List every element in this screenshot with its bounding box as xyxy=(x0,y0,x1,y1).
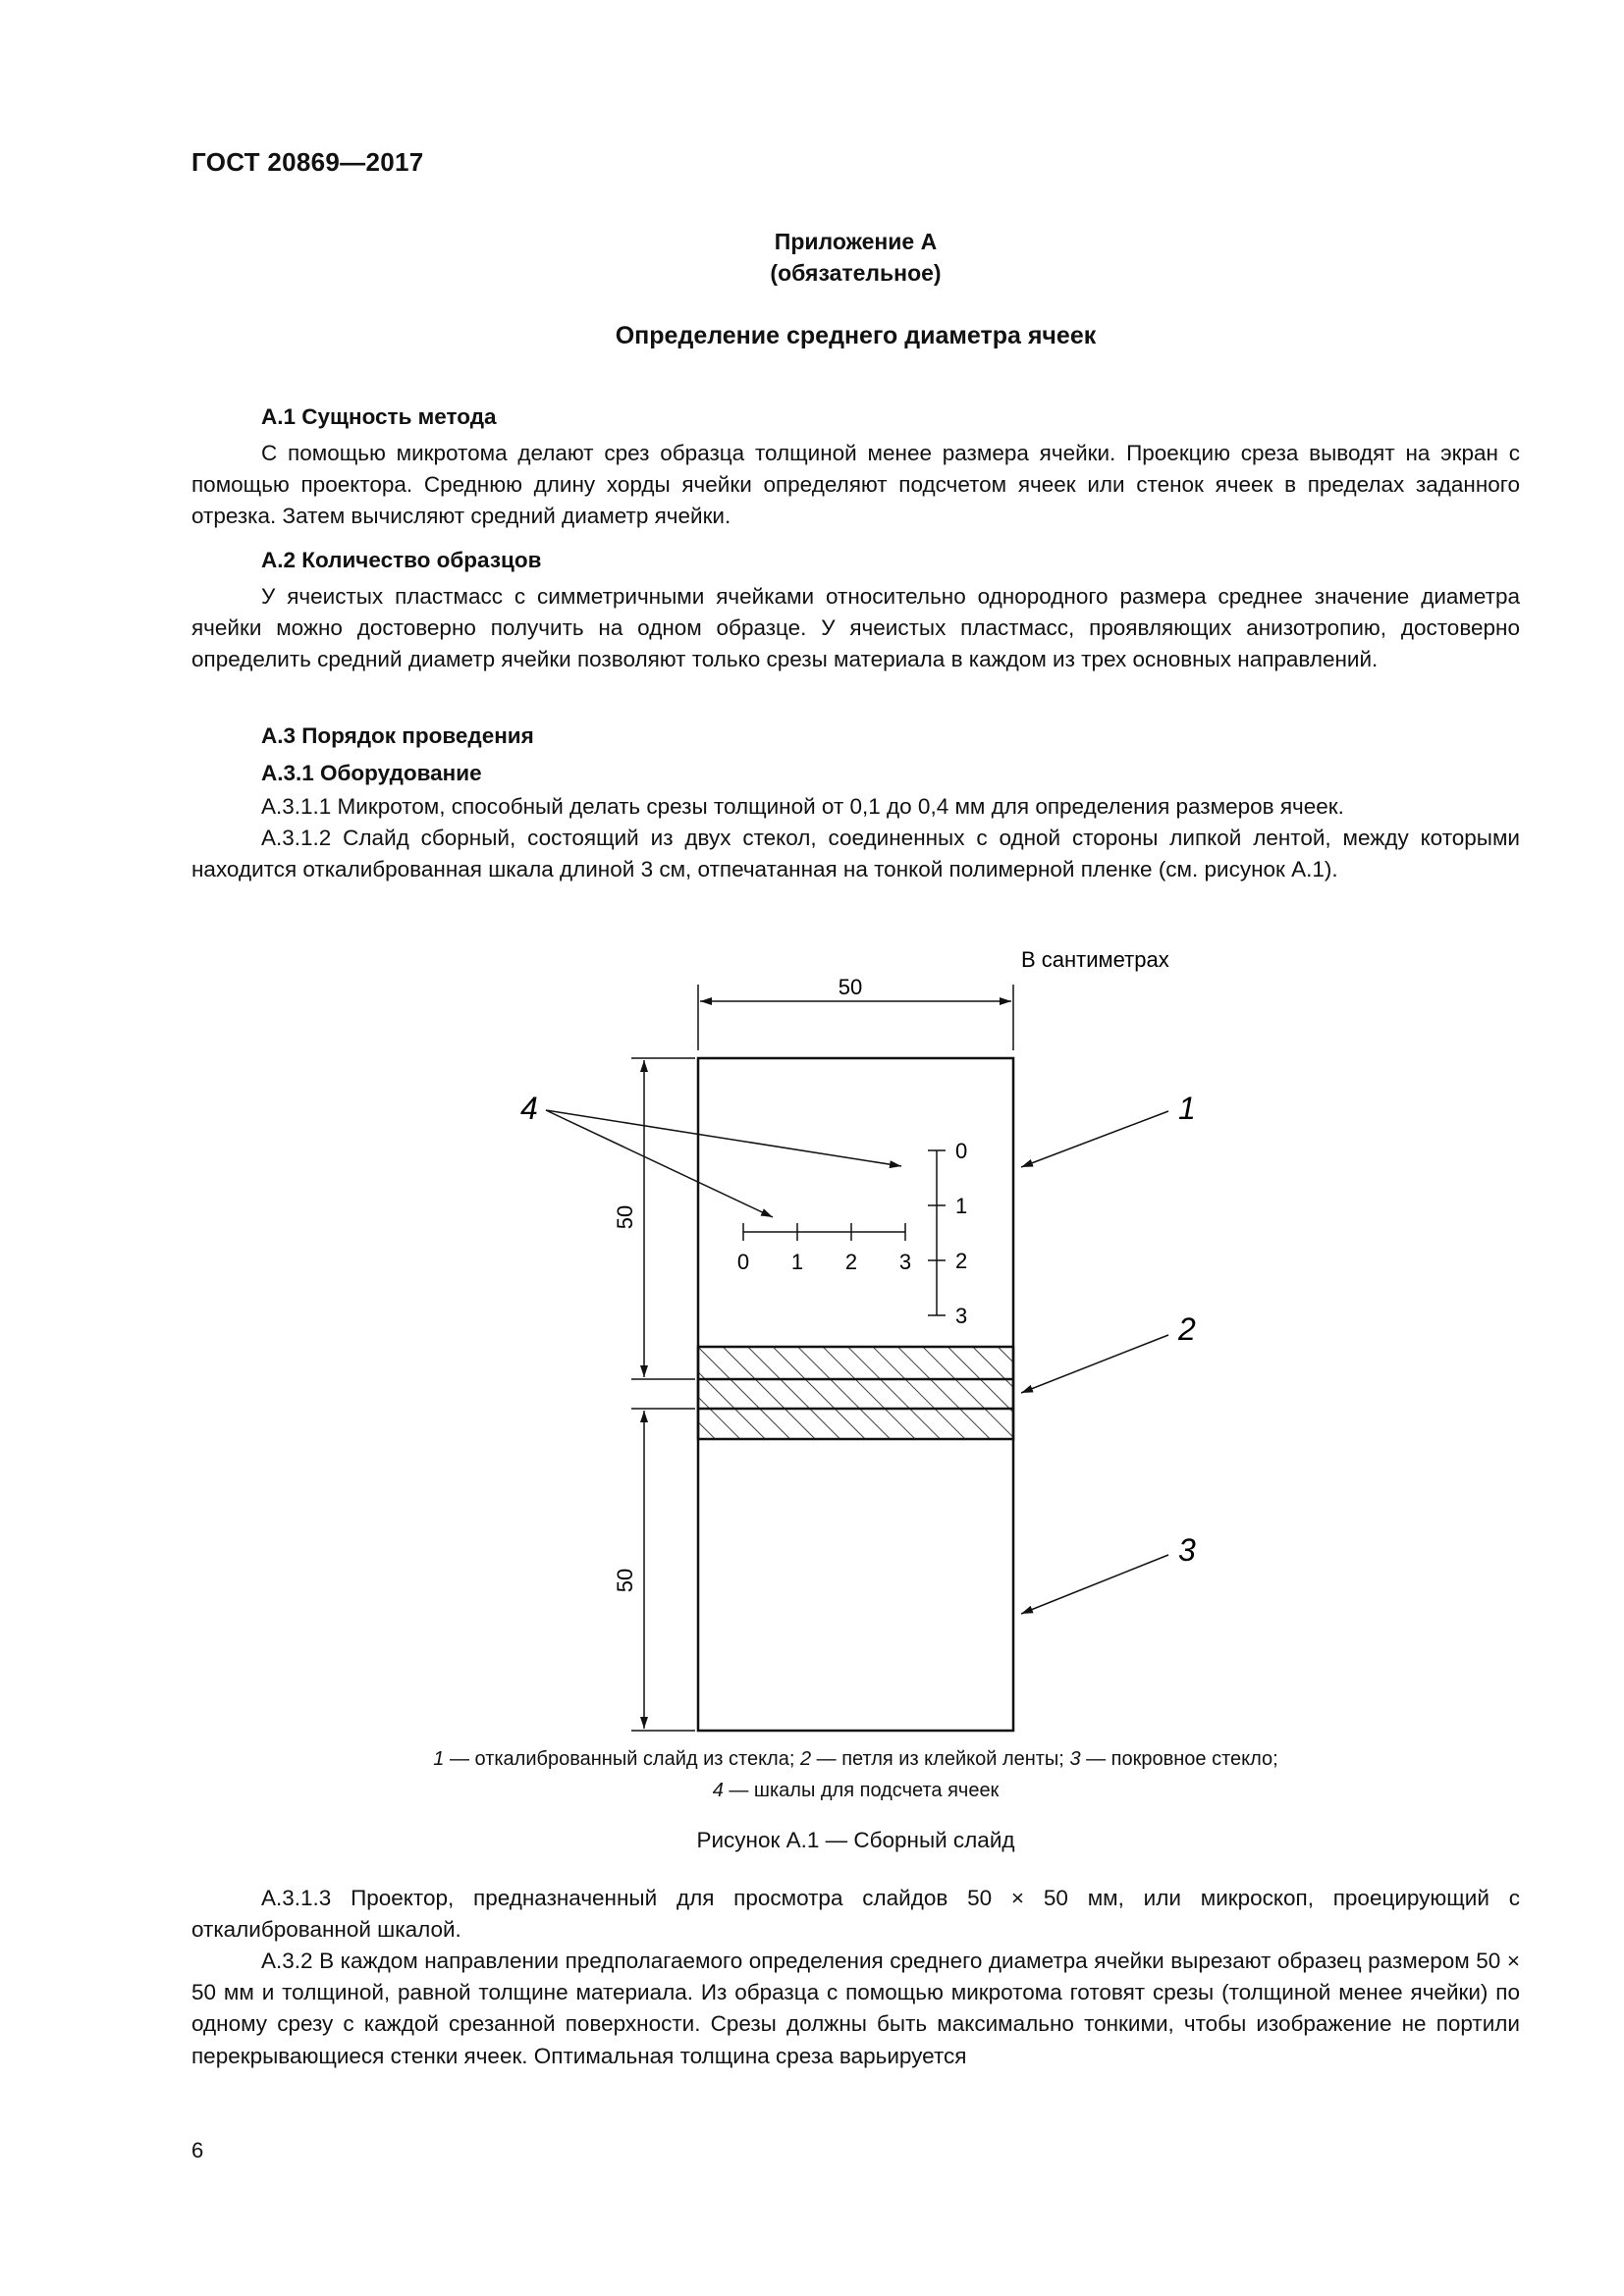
top-height-label: 50 xyxy=(613,1204,637,1230)
top-height-dimension xyxy=(613,1058,695,1379)
section-a2-text: У ячеистых пластмасс с симметричными ячейками относительно однородного размера среднее значение диаметра ячейки можно достоверно получить на одном образце. У ячеистых пластмасс, проявляющих анизотропию, достоверно определить средний диаметр ячейки позволяют только срезы материала в каждом из трех основных направлений. xyxy=(191,584,1520,672)
section-a3-heading: А.3 Порядок проведения xyxy=(261,723,534,748)
h-scale-label: 2 xyxy=(844,1250,858,1274)
h-scale-label: 0 xyxy=(736,1250,750,1274)
callout-1: 1 xyxy=(1178,1091,1196,1126)
document-id: ГОСТ 20869—2017 xyxy=(191,147,424,177)
section-a1-text: С помощью микротома делают срез образца толщиной менее размера ячейки. Проекцию среза выводят на экран с помощью проектора. Среднюю длину хорды ячейки определяют подсчетом ячеек или стенок ячеек в пределах заданного отрезка. Затем вычисляют средний диаметр ячейки. xyxy=(191,441,1520,529)
width-dimension xyxy=(698,975,1013,1050)
callout-3: 3 xyxy=(1178,1532,1196,1568)
units-label: В сантиметрах xyxy=(1021,947,1169,972)
bottom-height-label: 50 xyxy=(613,1568,637,1593)
tape-loop-hatched xyxy=(698,1347,1013,1439)
legend-number: 1 xyxy=(433,1748,445,1770)
figure-legend-line-2 xyxy=(191,1775,1520,1806)
callout-2: 2 xyxy=(1178,1311,1196,1347)
page-number: 6 xyxy=(191,2138,204,2163)
legend-text: — шкалы для подсчета ячеек xyxy=(723,1780,1000,1801)
section-a2-heading: А.2 Количество образцов xyxy=(261,548,542,572)
callout-4: 4 xyxy=(520,1091,538,1126)
v-scale-label: 2 xyxy=(955,1249,968,1273)
v-scale-label: 3 xyxy=(955,1304,968,1328)
figure-caption: Рисунок А.1 — Сборный слайд xyxy=(696,1828,1015,1852)
section-a313-text: А.3.1.3 Проектор, предназначенный для просмотра слайдов 50 × 50 мм, или микроскоп, проецирующий с откалиброванной шкалой. xyxy=(191,1886,1520,1943)
h-scale-label: 1 xyxy=(790,1250,804,1274)
horizontal-scale xyxy=(737,1223,911,1274)
bottom-height-dimension xyxy=(613,1409,695,1731)
section-a311-text: А.3.1.1 Микротом, способный делать срезы толщиной от 0,1 до 0,4 мм для определения размеров ячеек. xyxy=(261,794,1344,819)
legend-text: — петля из клейкой ленты; xyxy=(811,1748,1070,1770)
v-scale-label: 1 xyxy=(955,1194,968,1218)
legend-number: 3 xyxy=(1069,1748,1081,1770)
appendix-label: Приложение А xyxy=(774,229,938,254)
section-a31-heading: А.3.1 Оборудование xyxy=(261,761,482,785)
legend-number: 4 xyxy=(712,1780,724,1801)
section-a312-text: А.3.1.2 Слайд сборный, состоящий из двух стекол, соединенных с одной стороны липкой лентой, между которыми находится откалиброванная шкала длиной 3 см, отпечатанная на тонкой полимерной пленке (см. рисунок А.1). xyxy=(191,826,1520,882)
legend-text: — покровное стекло; xyxy=(1080,1748,1278,1770)
v-scale-label: 0 xyxy=(955,1139,968,1163)
legend-text: — откалиброванный слайд из стекла; xyxy=(444,1748,800,1770)
section-a1-heading: А.1 Сущность метода xyxy=(261,404,497,429)
width-dimension-label: 50 xyxy=(838,975,863,999)
h-scale-label: 3 xyxy=(898,1250,912,1274)
legend-number: 2 xyxy=(799,1748,812,1770)
appendix-title: Определение среднего диаметра ячеек xyxy=(615,322,1097,349)
figure-legend-line-1 xyxy=(191,1743,1520,1775)
vertical-scale xyxy=(928,1139,967,1328)
figure-legend xyxy=(191,1743,1520,1806)
appendix-status: (обязательное) xyxy=(770,260,942,286)
section-a32-text: А.3.2 В каждом направлении предполагаемого определения среднего диаметра ячейки вырезают образец размером 50 × 50 мм и толщиной, равной толщине материала. Из образца с помощью микротома готовят срезы (толщиной менее ячейки) по одному срезу с каждой срезанной поверхности. Срезы должны быть максимально тонкими, чтобы изображение не портили перекрывающиеся стенки ячеек. Оптимальная толщина среза варьируется xyxy=(191,1949,1520,2068)
